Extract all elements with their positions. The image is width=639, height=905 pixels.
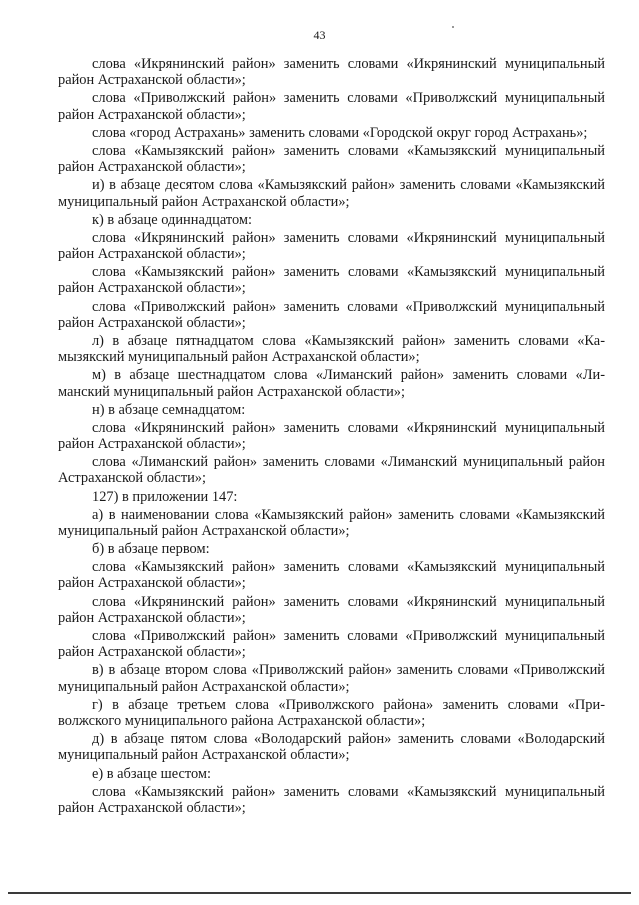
paragraph: г) в абзаце третьем слова «Приволжского района» заменить словами «Приволжского муниципального района Астраханской области»; [58, 696, 605, 730]
paragraph: слова «Приволжский район» заменить словами «Приволжский муниципальный район Астраханской области»; [58, 627, 605, 661]
paragraph: слова «Камызякский район» заменить словами «Камызякский муниципальный район Астраханской области»; [58, 142, 605, 176]
paragraph: слова «Икрянинский район» заменить словами «Икрянинский муниципальный район Астраханской области»; [58, 56, 605, 89]
bottom-divider [8, 892, 631, 894]
paragraph: слова «Лиманский район» заменить словами «Лиманский муниципальный район Астраханской области»; [58, 454, 605, 487]
scan-dot [452, 26, 454, 28]
paragraph: м) в абзаце шестнадцатом слова «Лиманский район» заменить словами «Лиманский муниципальный район Астраханской области»; [58, 367, 605, 400]
paragraph: слова «Камызякский район» заменить словами «Камызякский муниципальный район Астраханской области»; [58, 783, 605, 816]
document-body [58, 56, 605, 818]
paragraph: слова «Камызякский район» заменить словами «Камызякский муниципальный район Астраханской области»; [58, 559, 605, 592]
paragraph: 127) в приложении 147: [92, 488, 238, 505]
paragraph: д) в абзаце пятом слова «Володарский район» заменить словами «Володарский муниципальный район Астраханской области»; [58, 731, 605, 764]
paragraph: и) в абзаце десятом слова «Камызякский район» заменить словами «Камызякский муниципальный район Астраханской области»; [58, 177, 605, 210]
paragraph: слова «Икрянинский район» заменить словами «Икрянинский муниципальный район Астраханской области»; [58, 593, 605, 626]
paragraph: в) в абзаце втором слова «Приволжский район» заменить словами «Приволжский муниципальный район Астраханской области»; [58, 662, 605, 695]
paragraph: н) в абзаце семнадцатом: [92, 401, 246, 418]
page-number: 43 [313, 28, 326, 42]
paragraph: к) в абзаце одиннадцатом: [92, 211, 252, 228]
paragraph: б) в абзаце первом: [92, 541, 210, 558]
paragraph: слова «Приволжский район» заменить словами «Приволжский муниципальный район Астраханской области»; [58, 298, 605, 331]
paragraph: а) в наименовании слова «Камызякский район» заменить словами «Камызякский муниципальный район Астраханской области»; [58, 506, 605, 539]
paragraph: слова «Икрянинский район» заменить словами «Икрянинский муниципальный район Астраханской области»; [58, 419, 605, 453]
paragraph: слова «город Астрахань» заменить словами «Городской округ город Астрахань»; [92, 124, 588, 141]
paragraph: слова «Икрянинский район» заменить словами «Икрянинский муниципальный район Астраханской области»; [58, 229, 605, 263]
paragraph: л) в абзаце пятнадцатом слова «Камызякский район» заменить словами «Камызякский муниципальный район Астраханской области»; [58, 332, 605, 366]
paragraph: слова «Камызякский район» заменить словами «Камызякский муниципальный район Астраханской области»; [58, 264, 605, 297]
paragraph: е) в абзаце шестом: [92, 765, 211, 782]
paragraph: слова «Приволжский район» заменить словами «Приволжский муниципальный район Астраханской области»; [58, 90, 605, 123]
